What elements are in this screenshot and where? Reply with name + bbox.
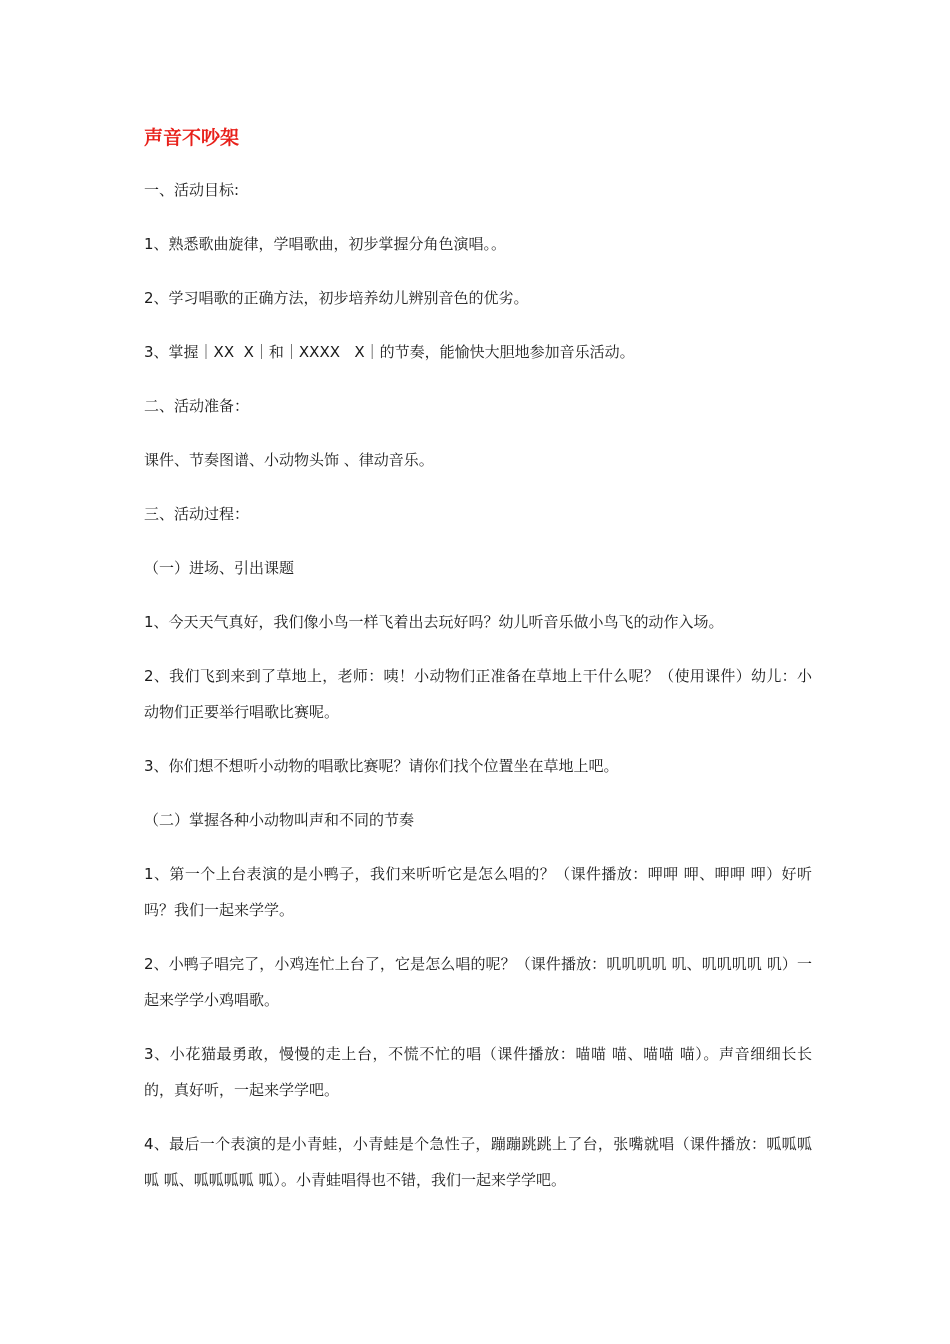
- document-page: [144, 118, 812, 1216]
- paragraph-goals-heading: 一、活动目标:: [144, 181, 240, 199]
- paragraph-step-2-3: 3、小花猫最勇敢，慢慢的走上台，不慌不忙的唱（课件播放：喵喵 喵、喵喵 喵）。声音细细长长的，真好听，一起来学学吧。: [144, 1045, 812, 1099]
- paragraph-section-1-heading: （一）进场、引出课题: [144, 559, 295, 577]
- paragraph-step-2-4: 4、最后一个表演的是小青蛙，小青蛙是个急性子，蹦蹦跳跳上了台，张嘴就唱（课件播放：呱呱呱呱 呱、呱呱呱呱 呱）。小青蛙唱得也不错，我们一起来学学吧。: [144, 1135, 812, 1189]
- paragraph-step-1-2: 2、我们飞到来到了草地上，老师：咦！小动物们正准备在草地上干什么呢？（使用课件）幼儿：小动物们正要举行唱歌比赛呢。: [144, 667, 812, 721]
- paragraph-process-heading: 三、活动过程：: [144, 505, 250, 523]
- paragraph-step-1-1: 1、今天天气真好，我们像小鸟一样飞着出去玩好吗？幼儿听音乐做小鸟飞的动作入场。: [144, 613, 724, 631]
- paragraph-goal-1: 1、熟悉歌曲旋律，学唱歌曲，初步掌握分角色演唱。。: [144, 235, 507, 253]
- paragraph-preparation-heading: 二、活动准备：: [144, 397, 250, 415]
- paragraph-goal-2: 2、学习唱歌的正确方法，初步培养幼儿辨别音色的优劣。: [144, 289, 529, 307]
- paragraph-section-2-heading: （二）掌握各种小动物叫声和不同的节奏: [144, 811, 415, 829]
- paragraph-preparation: 课件、节奏图谱、小动物头饰 、律动音乐。: [144, 451, 434, 469]
- paragraph-step-2-2: 2、小鸭子唱完了，小鸡连忙上台了，它是怎么唱的呢？（课件播放：叽叽叽叽 叽、叽叽叽叽 叽）一起来学学小鸡唱歌。: [144, 955, 812, 1009]
- paragraph-goal-3: 3、掌握｜XX X｜和｜XXXX X｜的节奏，能愉快大胆地参加音乐活动。: [144, 343, 635, 361]
- document-title: 声音不吵架: [144, 127, 240, 149]
- paragraph-step-1-3: 3、你们想不想听小动物的唱歌比赛呢？请你们找个位置坐在草地上吧。: [144, 757, 619, 775]
- paragraph-step-2-1: 1、第一个上台表演的是小鸭子，我们来听听它是怎么唱的？（课件播放：呷呷 呷、呷呷 呷）好听吗？我们一起来学学。: [144, 865, 812, 919]
